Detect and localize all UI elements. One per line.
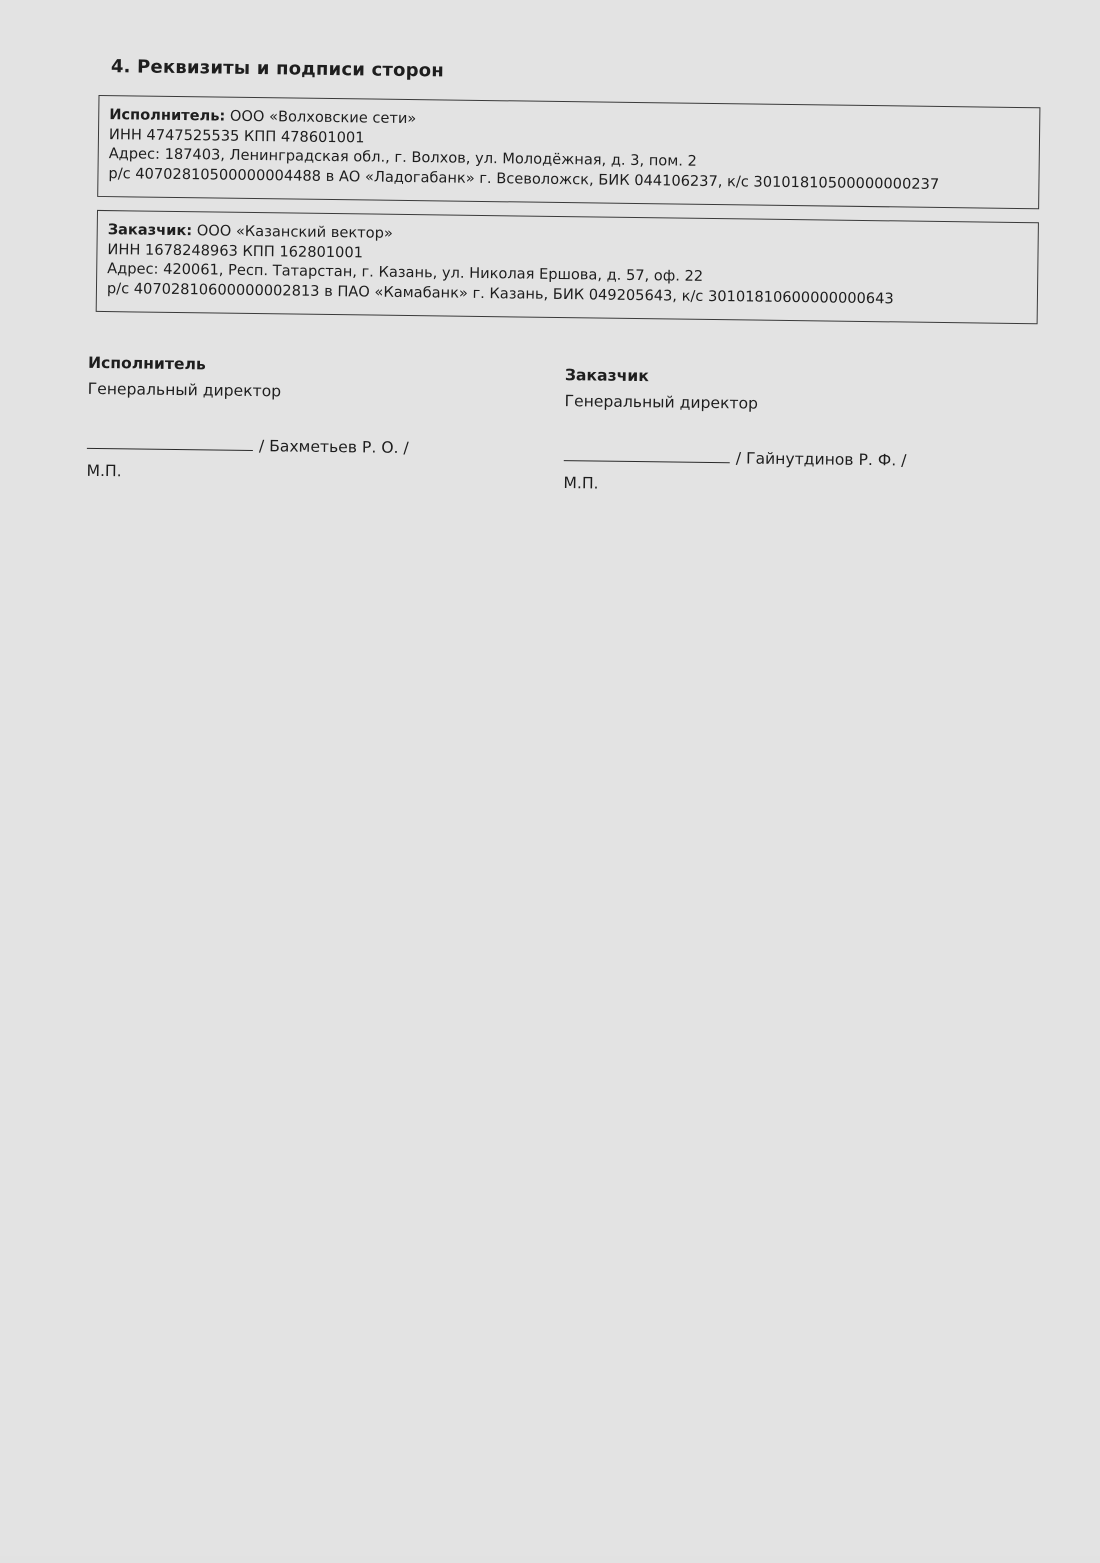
contractor-label: Исполнитель: (109, 106, 226, 125)
contractor-name: ООО «Волховские сети» (229, 107, 417, 128)
customer-signature-position: Генеральный директор (564, 392, 759, 413)
customer-signature-blank (564, 446, 730, 463)
customer-signatory-name: / Гайнутдинов Р. Ф. / (735, 449, 907, 470)
contractor-bank-details: р/с 40702810500000004488 в АО «Ладогабанк» г. Всеволожск, БИК 044106237, к/с 30101810500000000237 (108, 164, 940, 193)
customer-label: Заказчик: (107, 221, 193, 240)
customer-signature-role: Заказчик (564, 366, 649, 386)
contractor-signature-position: Генеральный директор (87, 379, 282, 401)
customer-bank-details: р/с 40702810600000002813 в ПАО «Камабанк» г. Казань, БИК 049205643, к/с 30101810600000000643 (106, 279, 894, 307)
customer-details-box (96, 210, 1039, 324)
contractor-address: Адрес: 187403, Ленинградская обл., г. Волхов, ул. Молодёжная, д. 3, пом. 2 (108, 145, 697, 170)
contractor-inn-kpp: ИНН 4747525535 КПП 478601001 (108, 125, 365, 146)
customer-inn-kpp: ИНН 1678248963 КПП 162801001 (107, 240, 364, 261)
section-title: 4. Реквизиты и подписи сторон (110, 56, 445, 82)
customer-address: Адрес: 420061, Респ. Татарстан, г. Казань, ул. Николая Ершова, д. 57, оф. 22 (107, 260, 704, 285)
contractor-signature-block (86, 354, 528, 486)
customer-stamp-mark: М.П. (563, 474, 599, 493)
customer-signature-block (563, 366, 1005, 498)
contractor-signature-role: Исполнитель (87, 353, 206, 374)
customer-name: ООО «Казанский вектор» (196, 222, 393, 242)
contractor-details-box (97, 95, 1040, 209)
contractor-signatory-name: / Бахметьев Р. О. / (258, 437, 409, 458)
contractor-stamp-mark: М.П. (86, 461, 122, 481)
contractor-signature-blank (87, 434, 253, 451)
